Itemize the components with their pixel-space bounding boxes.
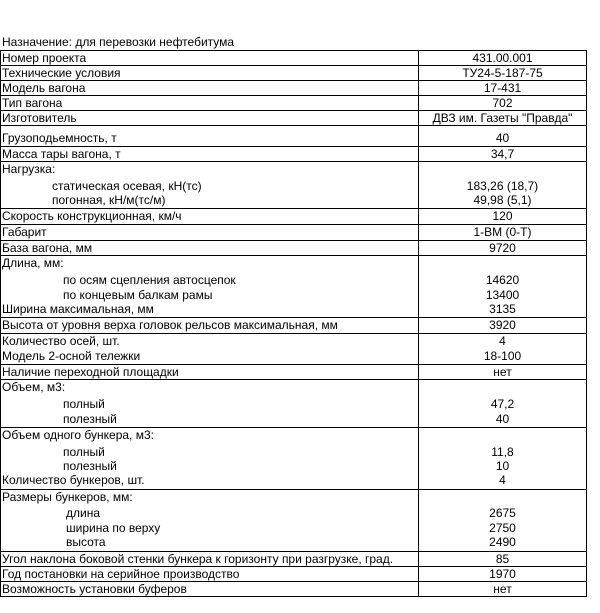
spec-value-cell — [419, 256, 587, 317]
spec-value-cell — [419, 81, 587, 95]
spec-value: 10 — [495, 459, 510, 473]
spec-label: по концевым балкам рамы — [63, 288, 213, 302]
spec-label: полезный — [63, 412, 117, 426]
spec-label: Тип вагона — [2, 96, 63, 110]
spec-label: Количество осей, шт. — [2, 334, 120, 348]
spec-value: 40 — [495, 131, 510, 145]
spec-row — [1, 225, 587, 241]
spec-value-cell — [419, 209, 587, 224]
spec-label-cell — [1, 241, 419, 255]
spec-label-cell — [1, 567, 419, 581]
spec-label-cell — [1, 126, 419, 146]
spec-row — [1, 334, 587, 365]
spec-row — [1, 209, 587, 225]
spec-label-cell — [1, 380, 419, 427]
spec-value-cell — [419, 51, 587, 65]
spec-label: Объем одного бункера, м3: — [2, 428, 154, 442]
spec-label: высота — [66, 535, 106, 549]
spec-value: нет — [493, 365, 512, 379]
spec-label-cell — [1, 111, 419, 125]
spec-value — [419, 256, 586, 271]
spec-value-cell — [419, 428, 587, 489]
spec-row — [1, 96, 587, 111]
spec-value-cell — [419, 162, 587, 208]
spec-row — [1, 51, 587, 66]
spec-value: ДВЗ им. Газеты "Правда" — [432, 111, 573, 125]
spec-label: Технические условия — [2, 66, 121, 80]
spec-value-cell — [419, 318, 587, 333]
spec-label: Ширина максимальная, мм — [2, 302, 154, 316]
spec-label: Количество бункеров, шт. — [2, 473, 145, 487]
spec-value: 18-100 — [483, 349, 522, 363]
spec-value: 120 — [492, 209, 513, 223]
spec-value-cell — [419, 147, 587, 161]
spec-value-cell — [419, 490, 587, 551]
document-heading: Назначение: для перевозки нефтебитума — [2, 35, 235, 49]
spec-value-cell — [419, 241, 587, 255]
spec-label: полный — [63, 445, 105, 459]
spec-value: нет — [493, 582, 512, 596]
spec-value-cell — [419, 225, 587, 240]
spec-label: длина — [66, 506, 101, 520]
spec-label: Год постановки на серийное производство — [2, 567, 240, 581]
spec-label: погонная, кН/м(тс/м) — [52, 193, 166, 207]
spec-value — [419, 490, 586, 505]
spec-value: 431.00.001 — [472, 51, 533, 65]
spec-value: 4 — [499, 334, 506, 348]
spec-value-cell — [419, 552, 587, 566]
spec-label: Объем, м3: — [2, 380, 66, 394]
spec-value: 183,26 (18,7) — [466, 179, 539, 193]
spec-value: 1-ВМ (0-Т) — [473, 225, 532, 239]
spec-label-cell — [1, 490, 419, 551]
spec-label-cell — [1, 582, 419, 596]
spec-value: 49,98 (5,1) — [473, 193, 532, 207]
spec-row — [1, 567, 587, 582]
spec-label: Возможность установки буферов — [2, 582, 187, 596]
spec-value: 2750 — [489, 521, 516, 535]
spec-label-cell — [1, 256, 419, 317]
spec-label: Масса тары вагона, т — [2, 147, 121, 161]
spec-value: 2490 — [489, 535, 516, 549]
spec-value-cell — [419, 66, 587, 80]
spec-value-cell — [419, 126, 587, 146]
spec-row — [1, 111, 587, 126]
spec-label: Изготовитель — [2, 111, 77, 125]
spec-value: 4 — [499, 473, 506, 487]
spec-row — [1, 365, 587, 380]
spec-label-cell — [1, 334, 419, 364]
spec-label-cell — [1, 318, 419, 333]
spec-row — [1, 126, 587, 147]
spec-value: 2675 — [489, 506, 516, 520]
spec-value — [419, 162, 586, 177]
spec-value: 3135 — [489, 302, 516, 316]
spec-label: Длина, мм: — [2, 256, 64, 270]
spec-label-cell — [1, 51, 419, 65]
spec-value-cell — [419, 365, 587, 379]
spec-row — [1, 147, 587, 162]
spec-row — [1, 318, 587, 334]
spec-value: 11,8 — [491, 445, 514, 459]
spec-label-cell — [1, 209, 419, 224]
spec-value-cell — [419, 334, 587, 364]
spec-label: Номер проекта — [2, 51, 87, 65]
spec-value: 40 — [495, 412, 510, 426]
spec-label: статическая осевая, кН(тс) — [52, 179, 202, 193]
spec-value — [419, 428, 586, 443]
spec-row — [1, 241, 587, 256]
spec-value-cell — [419, 380, 587, 427]
spec-label-cell — [1, 428, 419, 489]
spec-value: 47,2 — [490, 397, 515, 411]
spec-value: 9720 — [489, 241, 516, 255]
spec-label-cell — [1, 162, 419, 208]
spec-value: 13400 — [485, 288, 520, 302]
spec-label: Модель вагона — [2, 81, 86, 95]
spec-value: 3920 — [489, 318, 516, 332]
spec-row — [1, 380, 587, 428]
spec-label: Наличие переходной площадки — [2, 365, 179, 379]
spec-value: 85 — [495, 552, 510, 566]
spec-label-cell — [1, 225, 419, 240]
spec-row — [1, 552, 587, 567]
spec-label: ширина по верху — [66, 521, 161, 535]
spec-label: Модель 2-осной тележки — [2, 349, 141, 363]
spec-label: База вагона, мм — [2, 241, 93, 255]
spec-label-cell — [1, 552, 419, 566]
spec-label-cell — [1, 66, 419, 80]
spec-value: 14620 — [485, 273, 520, 287]
spec-value: 17-431 — [483, 81, 522, 95]
spec-label-cell — [1, 81, 419, 95]
spec-label: полный — [63, 397, 105, 411]
spec-label-cell — [1, 147, 419, 161]
spec-label: Скорость конструкционная, км/ч — [2, 209, 182, 223]
spec-value: 1970 — [489, 567, 516, 581]
spec-label: по осям сцепления автосцепок — [63, 273, 236, 287]
spec-row — [1, 162, 587, 209]
spec-label: Габарит — [2, 225, 47, 239]
spec-value: ТУ24-5-187-75 — [462, 66, 543, 80]
spec-label-cell — [1, 365, 419, 379]
spec-label: Нагрузка: — [2, 162, 56, 176]
spec-row — [1, 256, 587, 318]
spec-value-cell — [419, 582, 587, 596]
spec-row — [1, 490, 587, 552]
spec-label: Грузоподьемность, т — [2, 131, 117, 145]
spec-label: Размеры бункеров, мм: — [2, 490, 133, 504]
spec-row — [1, 81, 587, 96]
spec-row — [1, 66, 587, 81]
spec-value-cell — [419, 111, 587, 125]
spec-label: Высота от уровня верха головок рельсов максимальная, мм — [2, 318, 338, 332]
spec-label: полезный — [63, 459, 117, 473]
spec-label: Угол наклона боковой стенки бункера к горизонту при разгрузке, град. — [2, 552, 394, 566]
spec-value: 702 — [492, 96, 513, 110]
spec-value — [419, 380, 586, 395]
spec-row — [1, 428, 587, 490]
spec-row — [1, 582, 587, 597]
spec-value-cell — [419, 567, 587, 581]
spec-value-cell — [419, 96, 587, 110]
spec-value: 34,7 — [490, 147, 515, 161]
spec-label-cell — [1, 96, 419, 110]
spec-table — [0, 50, 587, 597]
